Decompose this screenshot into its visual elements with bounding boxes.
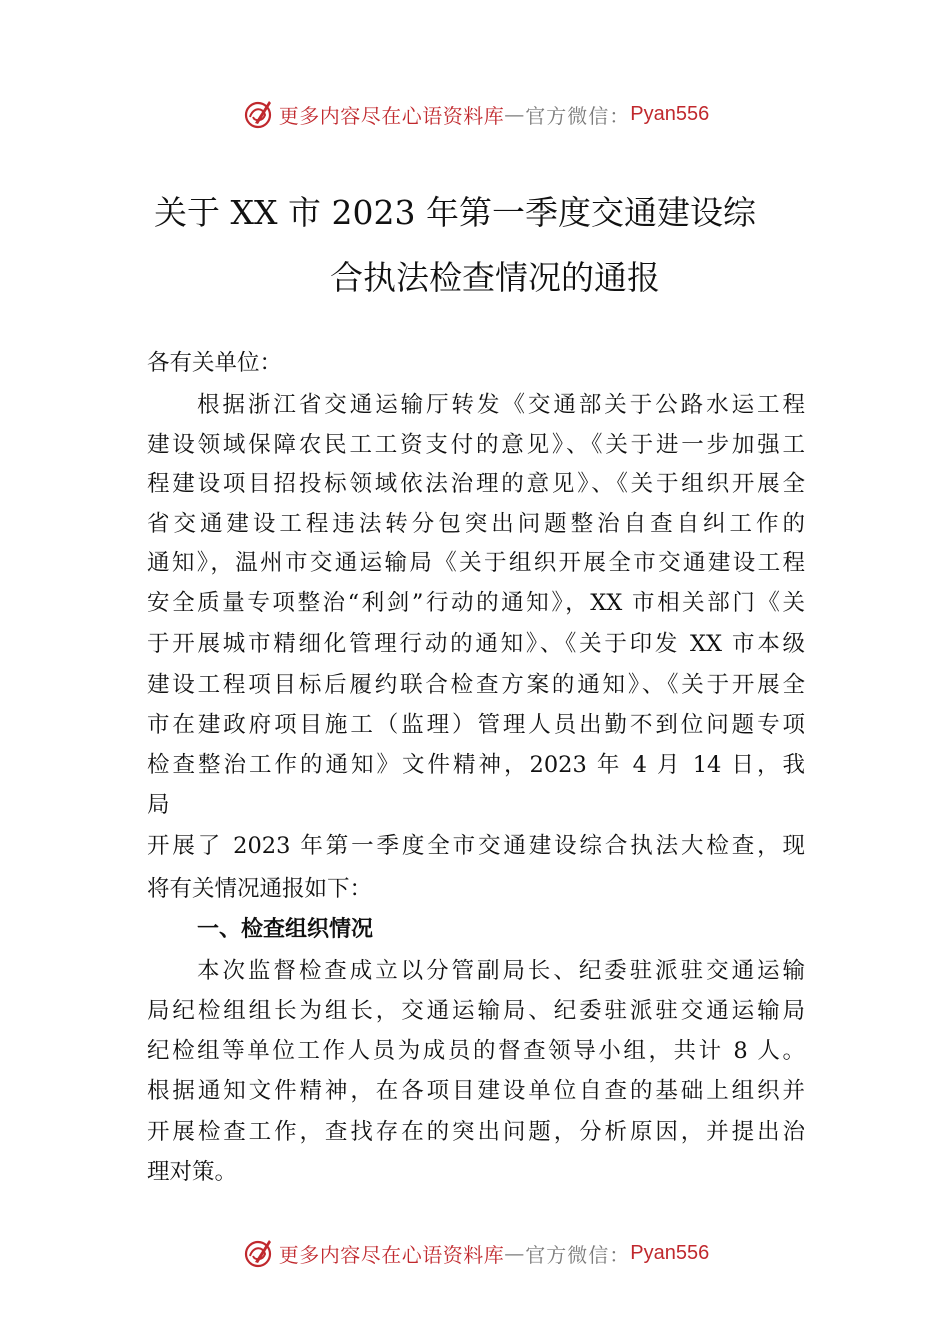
body-line: 建设工程项目标后履约联合检查方案的通知》、《关于开展全 xyxy=(147,672,805,698)
body-line: 于开展城市精细化管理行动的通知》、《关于印发 XX 市本级 xyxy=(147,631,805,657)
body-line: 省交通建设工程违法转分包突出问题整治自查自纠工作的 xyxy=(147,511,805,537)
watermark-banner-top xyxy=(0,94,950,134)
body-line: 将有关情况通报如下： xyxy=(147,876,373,902)
section-body-line: 局纪检组组长为组长，交通运输局、纪委驻派驻交通运输局 xyxy=(147,998,805,1024)
body-line: 程建设项目招投标领域依法治理的意见》、《关于组织开展全 xyxy=(147,471,805,497)
watermark-separator: — xyxy=(504,102,526,126)
section-heading: 一、检查组织情况 xyxy=(197,917,374,942)
watermark-banner-bottom xyxy=(0,1233,950,1273)
watermark-separator: — xyxy=(504,1241,526,1265)
watermark-wechat-id: Pyan556 xyxy=(630,1241,710,1264)
body-line: 通知》，温州市交通运输局《关于组织开展全市交通建设工程 xyxy=(147,550,805,576)
section-body-line: 根据通知文件精神，在各项目建设单位自查的基础上组织并 xyxy=(147,1078,805,1104)
watermark-main-text: 更多内容尽在心语资料库 xyxy=(278,103,505,128)
watermark-wechat-id: Pyan556 xyxy=(630,102,710,125)
watermark-wechat-label: 官方微信： xyxy=(525,103,631,128)
watermark-main-text: 更多内容尽在心语资料库 xyxy=(278,1242,505,1267)
section-body-line: 本次监督检查成立以分管副局长、纪委驻派驻交通运输 xyxy=(197,958,805,984)
document-title-line-2: 合执法检查情况的通报 xyxy=(330,258,660,297)
salutation: 各有关单位： xyxy=(147,350,283,376)
body-line: 局 xyxy=(147,792,170,818)
body-line: 检查整治工作的通知》文件精神，2023 年 4 月 14 日，我 xyxy=(147,752,805,778)
section-body-line: 理对策。 xyxy=(147,1159,238,1185)
swirl-pen-logo-icon xyxy=(241,1236,275,1270)
body-line: 开展了 2023 年第一季度全市交通建设综合执法大检查，现 xyxy=(147,833,805,859)
body-line: 市在建政府项目施工（监理）管理人员出勤不到位问题专项 xyxy=(147,712,805,738)
watermark-wechat-label: 官方微信： xyxy=(525,1242,631,1267)
body-line: 建设领域保障农民工工资支付的意见》、《关于进一步加强工 xyxy=(147,432,805,458)
document-title-line-1: 关于 XX 市 2023 年第一季度交通建设综 xyxy=(154,193,756,232)
swirl-pen-logo-icon xyxy=(241,97,275,131)
section-body-line: 开展检查工作，查找存在的突出问题，分析原因，并提出治 xyxy=(147,1119,805,1145)
section-body-line: 纪检组等单位工作人员为成员的督查领导小组，共计 8 人。 xyxy=(147,1038,805,1064)
body-line: 安全质量专项整治“利剑”行动的通知》，XX 市相关部门《关 xyxy=(147,590,805,616)
body-line: 根据浙江省交通运输厅转发《交通部关于公路水运工程 xyxy=(197,392,805,418)
